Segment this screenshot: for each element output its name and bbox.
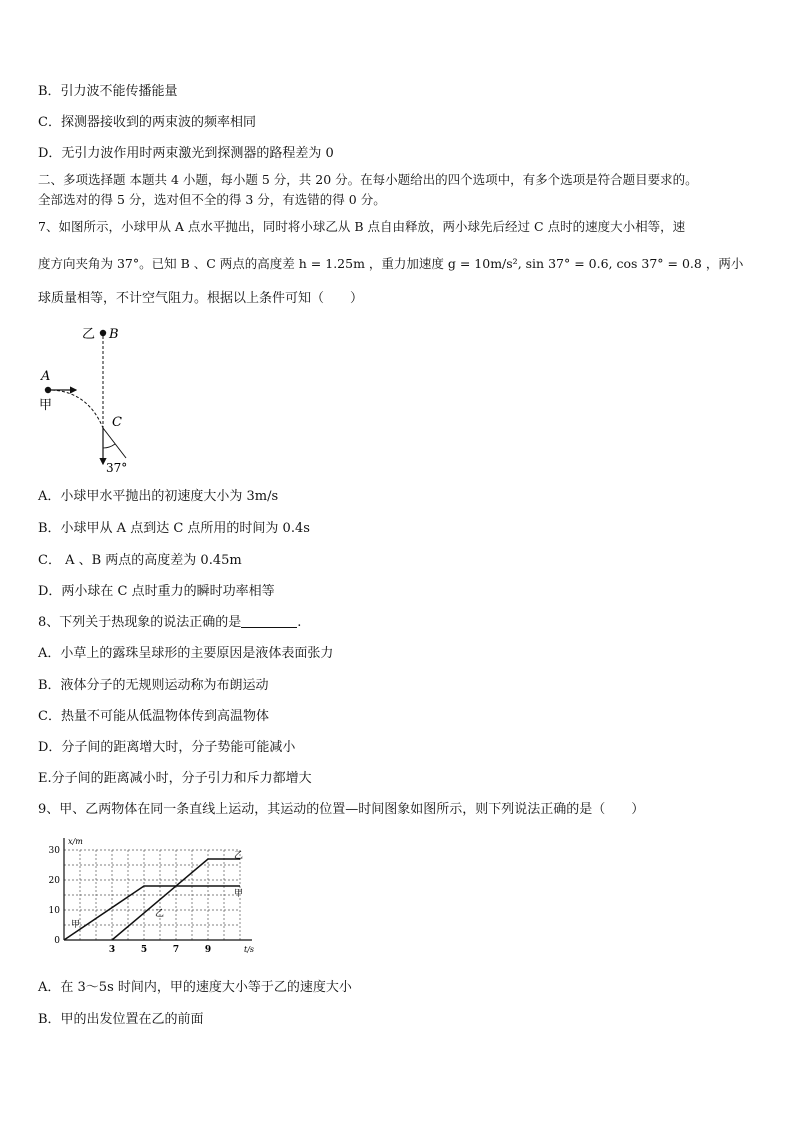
y-tick-label: 0 (54, 936, 60, 946)
q9-stem: 9、甲、乙两物体在同一条直线上运动，其运动的位置—时间图象如图所示，则下列说法正确的是（ ） (38, 802, 645, 817)
q9-option-b: B．甲的出发位置在乙的前面 (38, 1012, 204, 1027)
q8-stem-period: . (297, 615, 302, 630)
q9-position-time-chart (40, 838, 270, 966)
q8-option-c: C．热量不可能从低温物体传到高温物体 (38, 709, 269, 724)
y-tick-label: 20 (48, 876, 60, 886)
q8-stem (38, 615, 301, 631)
q8-answer-blank[interactable] (241, 615, 297, 628)
q7-stem-line3: 球质量相等，不计空气阻力。根据以上条件可知（ ） (38, 291, 364, 306)
q6-option-b: B．引力波不能传播能量 (38, 84, 178, 99)
q7-projectile-figure (30, 318, 150, 476)
point-a-dot (45, 387, 51, 393)
x-tick-label: 7 (172, 945, 180, 955)
q7-option-a: A．小球甲水平抛出的初速度大小为 3m/s (38, 489, 279, 504)
y-tick-label: 10 (48, 906, 60, 916)
q8-stem-text: 8、下列关于热现象的说法正确的是 (38, 615, 242, 630)
label-jia: 甲 (39, 398, 53, 413)
q6-option-c: C．探测器接收到的两束波的频率相同 (38, 115, 256, 130)
label-c: C (112, 415, 122, 430)
point-b-dot (100, 330, 106, 336)
series-end-label: 甲 (234, 889, 244, 899)
x-axis-label: t/s (244, 945, 255, 954)
q9-option-a: A．在 3～5s 时间内，甲的速度大小等于乙的速度大小 (38, 980, 352, 995)
q8-option-d: D．分子间的距离增大时，分子势能可能减小 (38, 740, 296, 755)
velocity-direction-line (103, 428, 126, 458)
projectile-path (52, 390, 103, 428)
y-tick-label: 30 (48, 846, 60, 856)
angle-arc (103, 444, 115, 448)
q8-option-b: B．液体分子的无规则运动称为布朗运动 (38, 678, 269, 693)
series-end-label: 乙 (234, 851, 244, 861)
y-axis-label: x/m (68, 838, 83, 846)
q8-option-a: A．小草上的露珠呈球形的主要原因是液体表面张力 (38, 646, 334, 661)
q7-option-c: C． A 、B 两点的高度差为 0.45m (38, 553, 242, 568)
series-line-jia (64, 886, 240, 940)
x-tick-label: 5 (140, 945, 148, 955)
x-tick-label: 9 (204, 945, 212, 955)
q8-option-e: E.分子间的距离减小时，分子引力和斥力都增大 (38, 771, 312, 786)
series-mid-label: 乙 (155, 909, 165, 919)
label-a: A (41, 369, 51, 384)
label-angle: 37° (106, 461, 128, 475)
section2-heading: 二、多项选择题 本题共 4 小题，每小题 5 分，共 20 分。在每小题给出的四个选项中，有多个选项是符合题目要求的。 (38, 172, 698, 187)
q6-option-d: D．无引力波作用时两束激光到探测器的路程差为 0 (38, 146, 334, 161)
q7-stem-line1: 7、如图所示，小球甲从 A 点水平抛出，同时将小球乙从 B 点自由释放，两小球先后经过 C 点时的速度大小相等，速 (38, 219, 686, 234)
label-b: B (109, 327, 119, 342)
q7-stem-line2: 度方向夹角为 37°。已知 B 、C 两点的高度差 h = 1.25m ，重力加速度 g = 10m/s², sin 37° = 0.6, cos 37° = 0.8 ，两小 (38, 256, 744, 271)
series-mid-label: 甲 (71, 920, 81, 930)
label-yi: 乙 (82, 327, 96, 342)
x-tick-label: 3 (108, 945, 116, 955)
section2-heading-cont: 全部选对的得 5 分，选对但不全的得 3 分，有选错的得 0 分。 (38, 192, 386, 207)
q7-option-d: D．两小球在 C 点时重力的瞬时功率相等 (38, 584, 275, 599)
q7-option-b: B．小球甲从 A 点到达 C 点所用的时间为 0.4s (38, 521, 310, 536)
